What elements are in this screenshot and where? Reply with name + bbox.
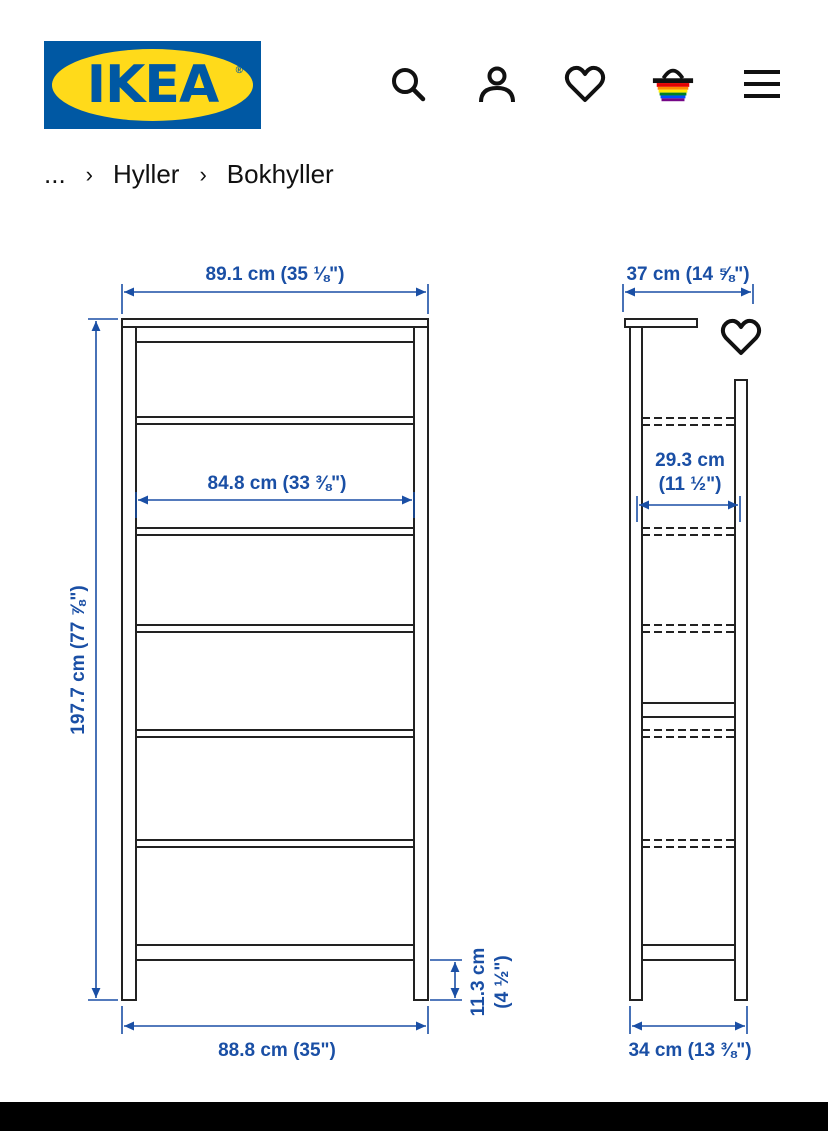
height-label: 197.7 cm (77 ⅞") (68, 585, 89, 735)
top-width-label: 89.1 cm (35 ⅛") (205, 264, 345, 285)
bottom-depth-label: 34 cm (13 ⅜") (628, 1040, 752, 1061)
header (0, 0, 828, 150)
breadcrumb (44, 155, 354, 195)
bottom-bar (0, 1102, 828, 1131)
search-icon[interactable] (386, 62, 430, 106)
side-view-bookcase (625, 319, 747, 1000)
plinth-label-line2: (4 ½") (492, 955, 513, 1009)
heart-icon (720, 317, 762, 357)
shelf-depth-label-line2: (11 ½") (658, 474, 722, 495)
user-icon[interactable] (475, 62, 519, 106)
plinth-label-line1: 11.3 cm (468, 947, 489, 1017)
front-view-bookcase (122, 319, 428, 1000)
add-to-favorites-button[interactable] (708, 304, 774, 370)
inner-width-label: 84.8 cm (33 ⅜") (207, 473, 347, 494)
logo-text: IKEA (86, 55, 219, 115)
breadcrumb-item-hyller[interactable]: Hyller (113, 159, 180, 189)
menu-icon[interactable] (740, 62, 784, 106)
dimension-drawing (0, 200, 828, 1100)
ikea-logo[interactable] (44, 41, 261, 129)
basket-icon[interactable] (651, 62, 695, 106)
logo-registered-mark: ® (235, 65, 243, 76)
shelf-depth-label-line1: 29.3 cm (655, 450, 725, 471)
bottom-width-label: 88.8 cm (35") (218, 1040, 336, 1061)
breadcrumb-ellipsis[interactable]: ... (44, 159, 66, 189)
breadcrumb-separator: › (199, 161, 207, 187)
heart-icon[interactable] (563, 62, 607, 106)
breadcrumb-item-bokhyller[interactable]: Bokhyller (226, 159, 334, 189)
top-depth-label: 37 cm (14 ⅝") (626, 264, 750, 285)
breadcrumb-separator: › (85, 161, 93, 187)
